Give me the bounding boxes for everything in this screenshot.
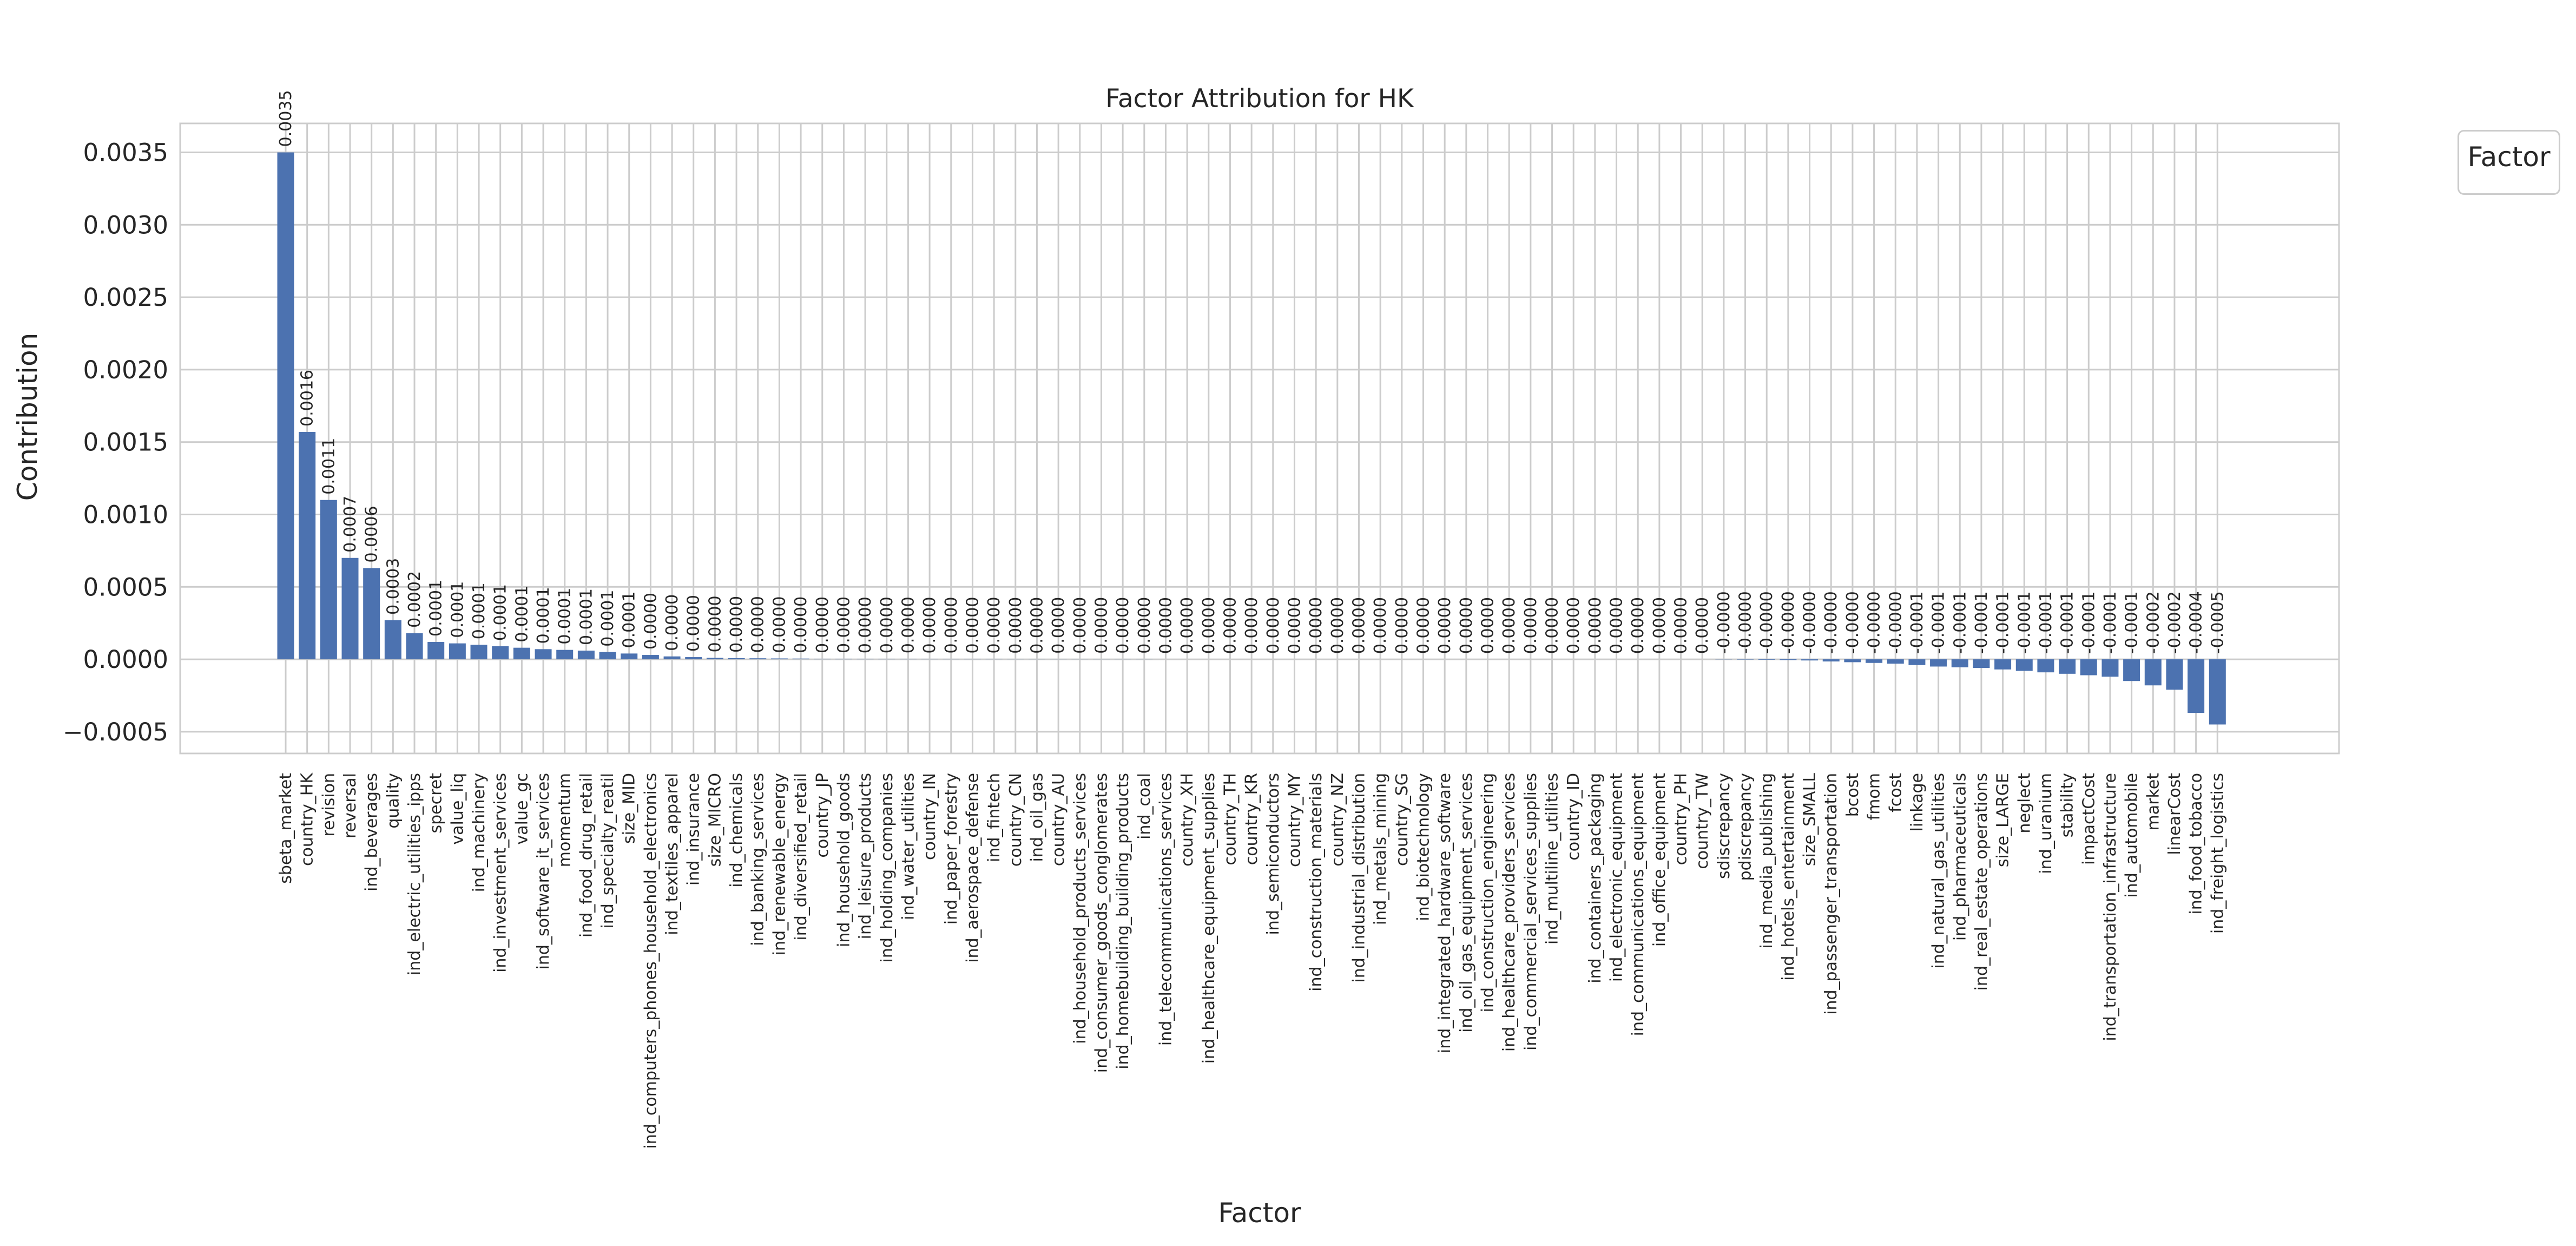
x-tick-label: country_IN (920, 773, 939, 860)
value-label: 0.0000 (963, 597, 982, 654)
bar (1952, 659, 1968, 667)
x-tick-label: ind_freight_logistics (2208, 773, 2227, 934)
x-tick-label: ind_electric_utilities_ipps (405, 773, 424, 975)
legend-title: Factor (2459, 141, 2559, 173)
x-tick-label: fcost (1886, 773, 1905, 812)
bar (278, 153, 294, 660)
bar (2209, 659, 2226, 724)
value-label: 0.0016 (298, 370, 317, 427)
x-tick-label: country_ID (1564, 773, 1583, 861)
x-tick-label: ind_investment_services (491, 773, 510, 973)
x-tick-label: fmom (1865, 773, 1884, 820)
value-label: -0.0005 (2208, 591, 2227, 654)
x-tick-label: size_LARGE (1994, 773, 2013, 867)
bar (2059, 659, 2076, 674)
bar (449, 644, 466, 659)
bar (1994, 659, 2011, 670)
value-label: 0.0000 (1178, 597, 1197, 654)
value-label: 0.0000 (749, 596, 768, 653)
x-tick-label: ind_beverages (363, 773, 381, 891)
value-label: 0.0001 (427, 580, 446, 637)
x-tick-label: ind_healthcare_equipment_supplies (1200, 773, 1218, 1064)
value-label: 0.0000 (1414, 597, 1433, 654)
value-label: 0.0000 (1521, 597, 1540, 654)
bar (964, 659, 981, 660)
x-tick-label: ind_semiconductors (1264, 773, 1283, 935)
bar (749, 658, 766, 659)
value-label: 0.0001 (556, 588, 575, 645)
value-label: -0.0001 (1908, 591, 1927, 654)
bar (556, 650, 573, 659)
value-label: 0.0001 (491, 584, 510, 641)
value-label: 0.0000 (1650, 597, 1669, 654)
value-label: 0.0000 (1457, 597, 1476, 654)
x-tick-label: ind_automobile (2123, 773, 2142, 898)
x-tick-label: ind_telecommunications_services (1156, 773, 1175, 1046)
value-label: 0.0035 (276, 90, 295, 147)
value-label: -0.0004 (2187, 591, 2206, 654)
x-tick-label: ind_oil_gas_equipment_services (1457, 773, 1476, 1033)
value-label: 0.0001 (577, 588, 596, 645)
value-label: 0.0000 (1371, 597, 1390, 654)
x-axis-label: Factor (1218, 1197, 1301, 1229)
x-tick-label: ind_food_tobacco (2187, 773, 2206, 915)
x-tick-label: ind_transportation_infrastructure (2101, 773, 2120, 1041)
x-tick-label: pdiscrepancy (1736, 773, 1755, 881)
x-tick-label: country_XH (1178, 773, 1197, 867)
bar (642, 655, 659, 659)
x-tick-label: ind_textiles_apparel (663, 773, 682, 935)
value-label: 0.0001 (620, 591, 639, 648)
x-tick-label: country_TH (1221, 773, 1240, 865)
x-tick-label: ind_industrial_distribution (1350, 773, 1369, 983)
value-label: 0.0000 (856, 596, 875, 653)
bar (1930, 659, 1947, 666)
x-tick-label: impactCost (2079, 773, 2098, 865)
y-tick-label: 0.0020 (83, 356, 168, 384)
value-label: -0.0000 (1822, 591, 1841, 654)
value-label: 0.0000 (1693, 597, 1712, 654)
value-label: 0.0000 (1629, 597, 1648, 654)
value-label: 0.0001 (470, 582, 489, 639)
value-label: 0.0006 (363, 506, 381, 563)
value-label: -0.0000 (1715, 591, 1734, 654)
x-tick-label: ind_insurance (684, 773, 703, 886)
bar (2016, 659, 2033, 671)
x-tick-label: size_MID (620, 773, 639, 844)
value-label: 0.0000 (684, 595, 703, 652)
x-tick-label: size_MICRO (706, 773, 724, 867)
bar (685, 657, 702, 659)
x-tick-label: country_NZ (1328, 773, 1347, 867)
value-label: -0.0000 (1886, 591, 1905, 654)
x-tick-label: ind_specialty_reatil (598, 773, 617, 929)
value-label: 0.0000 (1328, 597, 1347, 654)
value-label: -0.0001 (2037, 591, 2055, 654)
value-label: 0.0000 (1242, 597, 1261, 654)
bar (578, 651, 595, 659)
bar (535, 649, 552, 659)
x-tick-label: ind_oil_gas (1027, 773, 1046, 862)
bar (385, 620, 401, 659)
value-label: -0.0002 (2165, 591, 2184, 654)
x-tick-label: revision (319, 773, 338, 837)
value-label: 0.0000 (1543, 597, 1562, 654)
value-label: 0.0000 (1479, 597, 1498, 654)
value-label: -0.0000 (1736, 591, 1755, 654)
bar (771, 658, 788, 659)
bar (986, 659, 1003, 660)
value-label: 0.0007 (341, 496, 360, 553)
x-tick-label: ind_paper_forestry (942, 773, 961, 924)
bar (2145, 659, 2162, 685)
x-tick-label: linearCost (2165, 773, 2184, 855)
x-tick-label: ind_construction_engineering (1479, 773, 1498, 1012)
bar (406, 633, 423, 659)
value-label: 0.0003 (384, 558, 403, 615)
x-tick-label: ind_biotechnology (1414, 773, 1433, 921)
x-tick-label: ind_natural_gas_utilities (1929, 773, 1948, 969)
x-tick-label: market (2144, 773, 2163, 831)
y-tick-label: 0.0005 (83, 573, 168, 601)
x-tick-label: ind_electronic_equipment (1607, 773, 1626, 982)
value-label: 0.0000 (1027, 597, 1046, 654)
x-tick-label: value_gc (512, 773, 531, 844)
bar (921, 659, 938, 660)
value-label: 0.0000 (1435, 597, 1454, 654)
value-label: -0.0001 (2079, 591, 2098, 654)
bar (707, 658, 723, 659)
y-axis-label: Contribution (12, 333, 43, 501)
x-tick-label: sdiscrepancy (1715, 773, 1734, 879)
x-tick-label: ind_computers_phones_household_electronics (641, 773, 660, 1149)
value-label: 0.0000 (920, 597, 939, 654)
bar (2037, 659, 2054, 672)
x-tick-label: ind_leisure_products (856, 773, 875, 939)
x-tick-label: value_liq (448, 773, 467, 845)
value-label: -0.0001 (2101, 591, 2120, 654)
x-tick-label: country_TW (1693, 773, 1712, 869)
x-tick-label: ind_office_equipment (1650, 773, 1669, 947)
x-tick-label: ind_metals_mining (1371, 773, 1390, 925)
x-tick-label: size_SMALL (1801, 773, 1820, 866)
value-label: 0.0011 (319, 438, 338, 495)
bar (513, 648, 530, 659)
value-label: 0.0000 (1607, 597, 1626, 654)
value-label: 0.0000 (1285, 597, 1304, 654)
bar (1973, 659, 1989, 668)
x-tick-label: ind_hotels_entertainment (1779, 773, 1798, 981)
x-tick-label: ind_renewable_energy (770, 773, 789, 955)
value-label: 0.0000 (663, 594, 682, 651)
x-tick-label: country_PH (1672, 773, 1691, 865)
value-label: 0.0000 (1135, 597, 1154, 654)
value-label: 0.0000 (1307, 597, 1326, 654)
x-tick-label: ind_passenger_transportation (1822, 773, 1841, 1015)
x-tick-label: ind_media_publishing (1757, 773, 1776, 949)
bar (2166, 659, 2183, 690)
bar (427, 642, 444, 659)
value-label: -0.0000 (1801, 591, 1820, 654)
bar (1823, 659, 1840, 661)
value-label: 0.0000 (878, 596, 897, 653)
bar (1844, 659, 1861, 662)
bar (1780, 659, 1796, 660)
chart-title: Factor Attribution for HK (1105, 84, 1414, 114)
x-tick-label: ind_containers_packaging (1586, 773, 1605, 983)
y-tick-label: 0.0030 (83, 211, 168, 239)
bar (728, 658, 745, 659)
x-tick-label: country_AU (1049, 773, 1068, 866)
value-label: 0.0002 (405, 571, 424, 628)
x-tick-label: ind_construction_materials (1307, 773, 1326, 992)
value-label: 0.0000 (985, 597, 1004, 654)
x-tick-label: ind_water_utilities (899, 773, 918, 920)
legend (2458, 130, 2560, 195)
bar (363, 568, 380, 659)
value-label: 0.0000 (1200, 597, 1218, 654)
value-label: -0.0001 (1994, 591, 2013, 654)
value-label: 0.0000 (1071, 597, 1090, 654)
value-label: 0.0000 (1564, 597, 1583, 654)
value-label: -0.0001 (2123, 591, 2142, 654)
bar (471, 645, 487, 659)
x-tick-label: ind_software_it_services (534, 773, 553, 969)
value-label: 0.0000 (1092, 597, 1111, 654)
x-tick-label: quality (384, 773, 403, 829)
x-tick-label: country_CN (1006, 773, 1025, 867)
x-tick-label: ind_diversified_retail (792, 773, 811, 941)
bar (492, 646, 509, 659)
value-label: 0.0001 (512, 586, 531, 642)
bar (664, 657, 681, 659)
bar (599, 652, 616, 659)
value-label: 0.0000 (727, 596, 746, 653)
bar (1801, 659, 1818, 660)
value-label: 0.0000 (1006, 597, 1025, 654)
value-label: 0.0000 (1114, 597, 1132, 654)
bar (1887, 659, 1904, 664)
value-label: -0.0000 (1865, 591, 1884, 654)
value-label: 0.0000 (770, 596, 789, 653)
x-tick-label: ind_banking_services (749, 773, 768, 946)
value-label: -0.0001 (2015, 591, 2034, 654)
x-tick-label: neglect (2015, 773, 2034, 834)
x-tick-label: country_MY (1285, 772, 1304, 867)
y-tick-label: 0.0015 (83, 428, 168, 457)
value-label: 0.0000 (1586, 597, 1605, 654)
value-label: -0.0002 (2144, 591, 2163, 654)
x-tick-label: ind_food_drug_retail (577, 773, 596, 937)
x-tick-label: ind_household_products_services (1071, 773, 1090, 1044)
x-tick-label: country_KR (1242, 773, 1261, 865)
x-tick-label: ind_pharmaceuticals (1951, 773, 1969, 941)
x-tick-label: stability (2058, 773, 2077, 837)
x-tick-label: bcost (1843, 773, 1862, 817)
value-label: 0.0000 (813, 596, 832, 653)
x-tick-label: ind_coal (1135, 773, 1154, 840)
value-label: 0.0001 (598, 590, 617, 647)
x-tick-label: ind_holding_companies (878, 773, 897, 962)
value-label: 0.0000 (1350, 597, 1369, 654)
x-tick-label: ind_uranium (2037, 773, 2055, 874)
value-label: 0.0000 (1672, 597, 1691, 654)
y-tick-label: 0.0035 (83, 139, 168, 167)
x-tick-label: country_HK (298, 772, 317, 866)
value-label: 0.0000 (1393, 597, 1412, 654)
value-label: -0.0001 (1951, 591, 1969, 654)
x-tick-label: reversal (341, 773, 360, 838)
bar (2188, 659, 2204, 713)
x-tick-label: ind_fintech (985, 773, 1004, 862)
x-tick-label: ind_household_goods (834, 773, 853, 947)
x-tick-label: ind_multiline_utilities (1543, 773, 1562, 945)
bar (299, 432, 315, 659)
value-label: 0.0000 (834, 596, 853, 653)
value-label: -0.0000 (1779, 591, 1798, 654)
x-tick-label: ind_commercial_services_supplies (1521, 773, 1540, 1051)
x-tick-label: ind_communications_equipment (1629, 773, 1648, 1037)
bar (2080, 659, 2097, 675)
x-tick-label: sbeta_market (276, 773, 295, 884)
bar (1737, 659, 1754, 660)
value-label: 0.0000 (899, 596, 918, 653)
value-label: 0.0000 (641, 593, 660, 650)
x-tick-label: country_SG (1393, 773, 1412, 866)
value-label: 0.0000 (1049, 597, 1068, 654)
bar (621, 653, 637, 659)
x-tick-label: ind_consumer_goods_conglomerates (1092, 773, 1111, 1073)
value-label: 0.0001 (448, 581, 467, 638)
x-tick-label: ind_integrated_hardware_software (1435, 773, 1454, 1053)
value-label: 0.0000 (792, 596, 811, 653)
value-label: 0.0000 (1221, 597, 1240, 654)
value-label: -0.0001 (2058, 591, 2077, 654)
x-tick-label: specret (427, 773, 446, 834)
value-label: -0.0001 (1972, 591, 1991, 654)
bar (1908, 659, 1925, 665)
value-label: 0.0000 (1156, 597, 1175, 654)
value-label: 0.0000 (706, 595, 724, 652)
value-label: 0.0001 (534, 587, 553, 644)
bar (2101, 659, 2118, 677)
bar (1758, 659, 1775, 660)
value-label: 0.0000 (1264, 597, 1283, 654)
x-tick-label: ind_aerospace_defense (963, 773, 982, 963)
bar (1866, 659, 1882, 663)
y-tick-label: −0.0005 (63, 718, 168, 746)
bar (943, 659, 959, 660)
value-label: 0.0000 (1500, 597, 1519, 654)
x-tick-label: ind_chemicals (727, 773, 746, 888)
value-label: -0.0000 (1757, 591, 1776, 654)
bar (342, 558, 359, 659)
y-tick-label: 0.0010 (83, 500, 168, 529)
x-tick-label: ind_healthcare_providers_services (1500, 773, 1519, 1052)
x-tick-label: ind_machinery (470, 773, 489, 892)
x-tick-label: momentum (556, 773, 575, 867)
value-label: -0.0000 (1843, 591, 1862, 654)
x-tick-label: country_JP (813, 773, 832, 858)
x-tick-label: linkage (1908, 773, 1927, 831)
bar (2123, 659, 2140, 681)
y-tick-label: 0.0000 (83, 645, 168, 674)
y-tick-label: 0.0025 (83, 283, 168, 312)
value-label: 0.0000 (942, 597, 961, 654)
value-label: -0.0001 (1929, 591, 1948, 654)
x-tick-label: ind_real_estate_operations (1972, 773, 1991, 991)
bar (320, 500, 337, 659)
x-tick-label: ind_homebuilding_building_products (1114, 773, 1132, 1070)
